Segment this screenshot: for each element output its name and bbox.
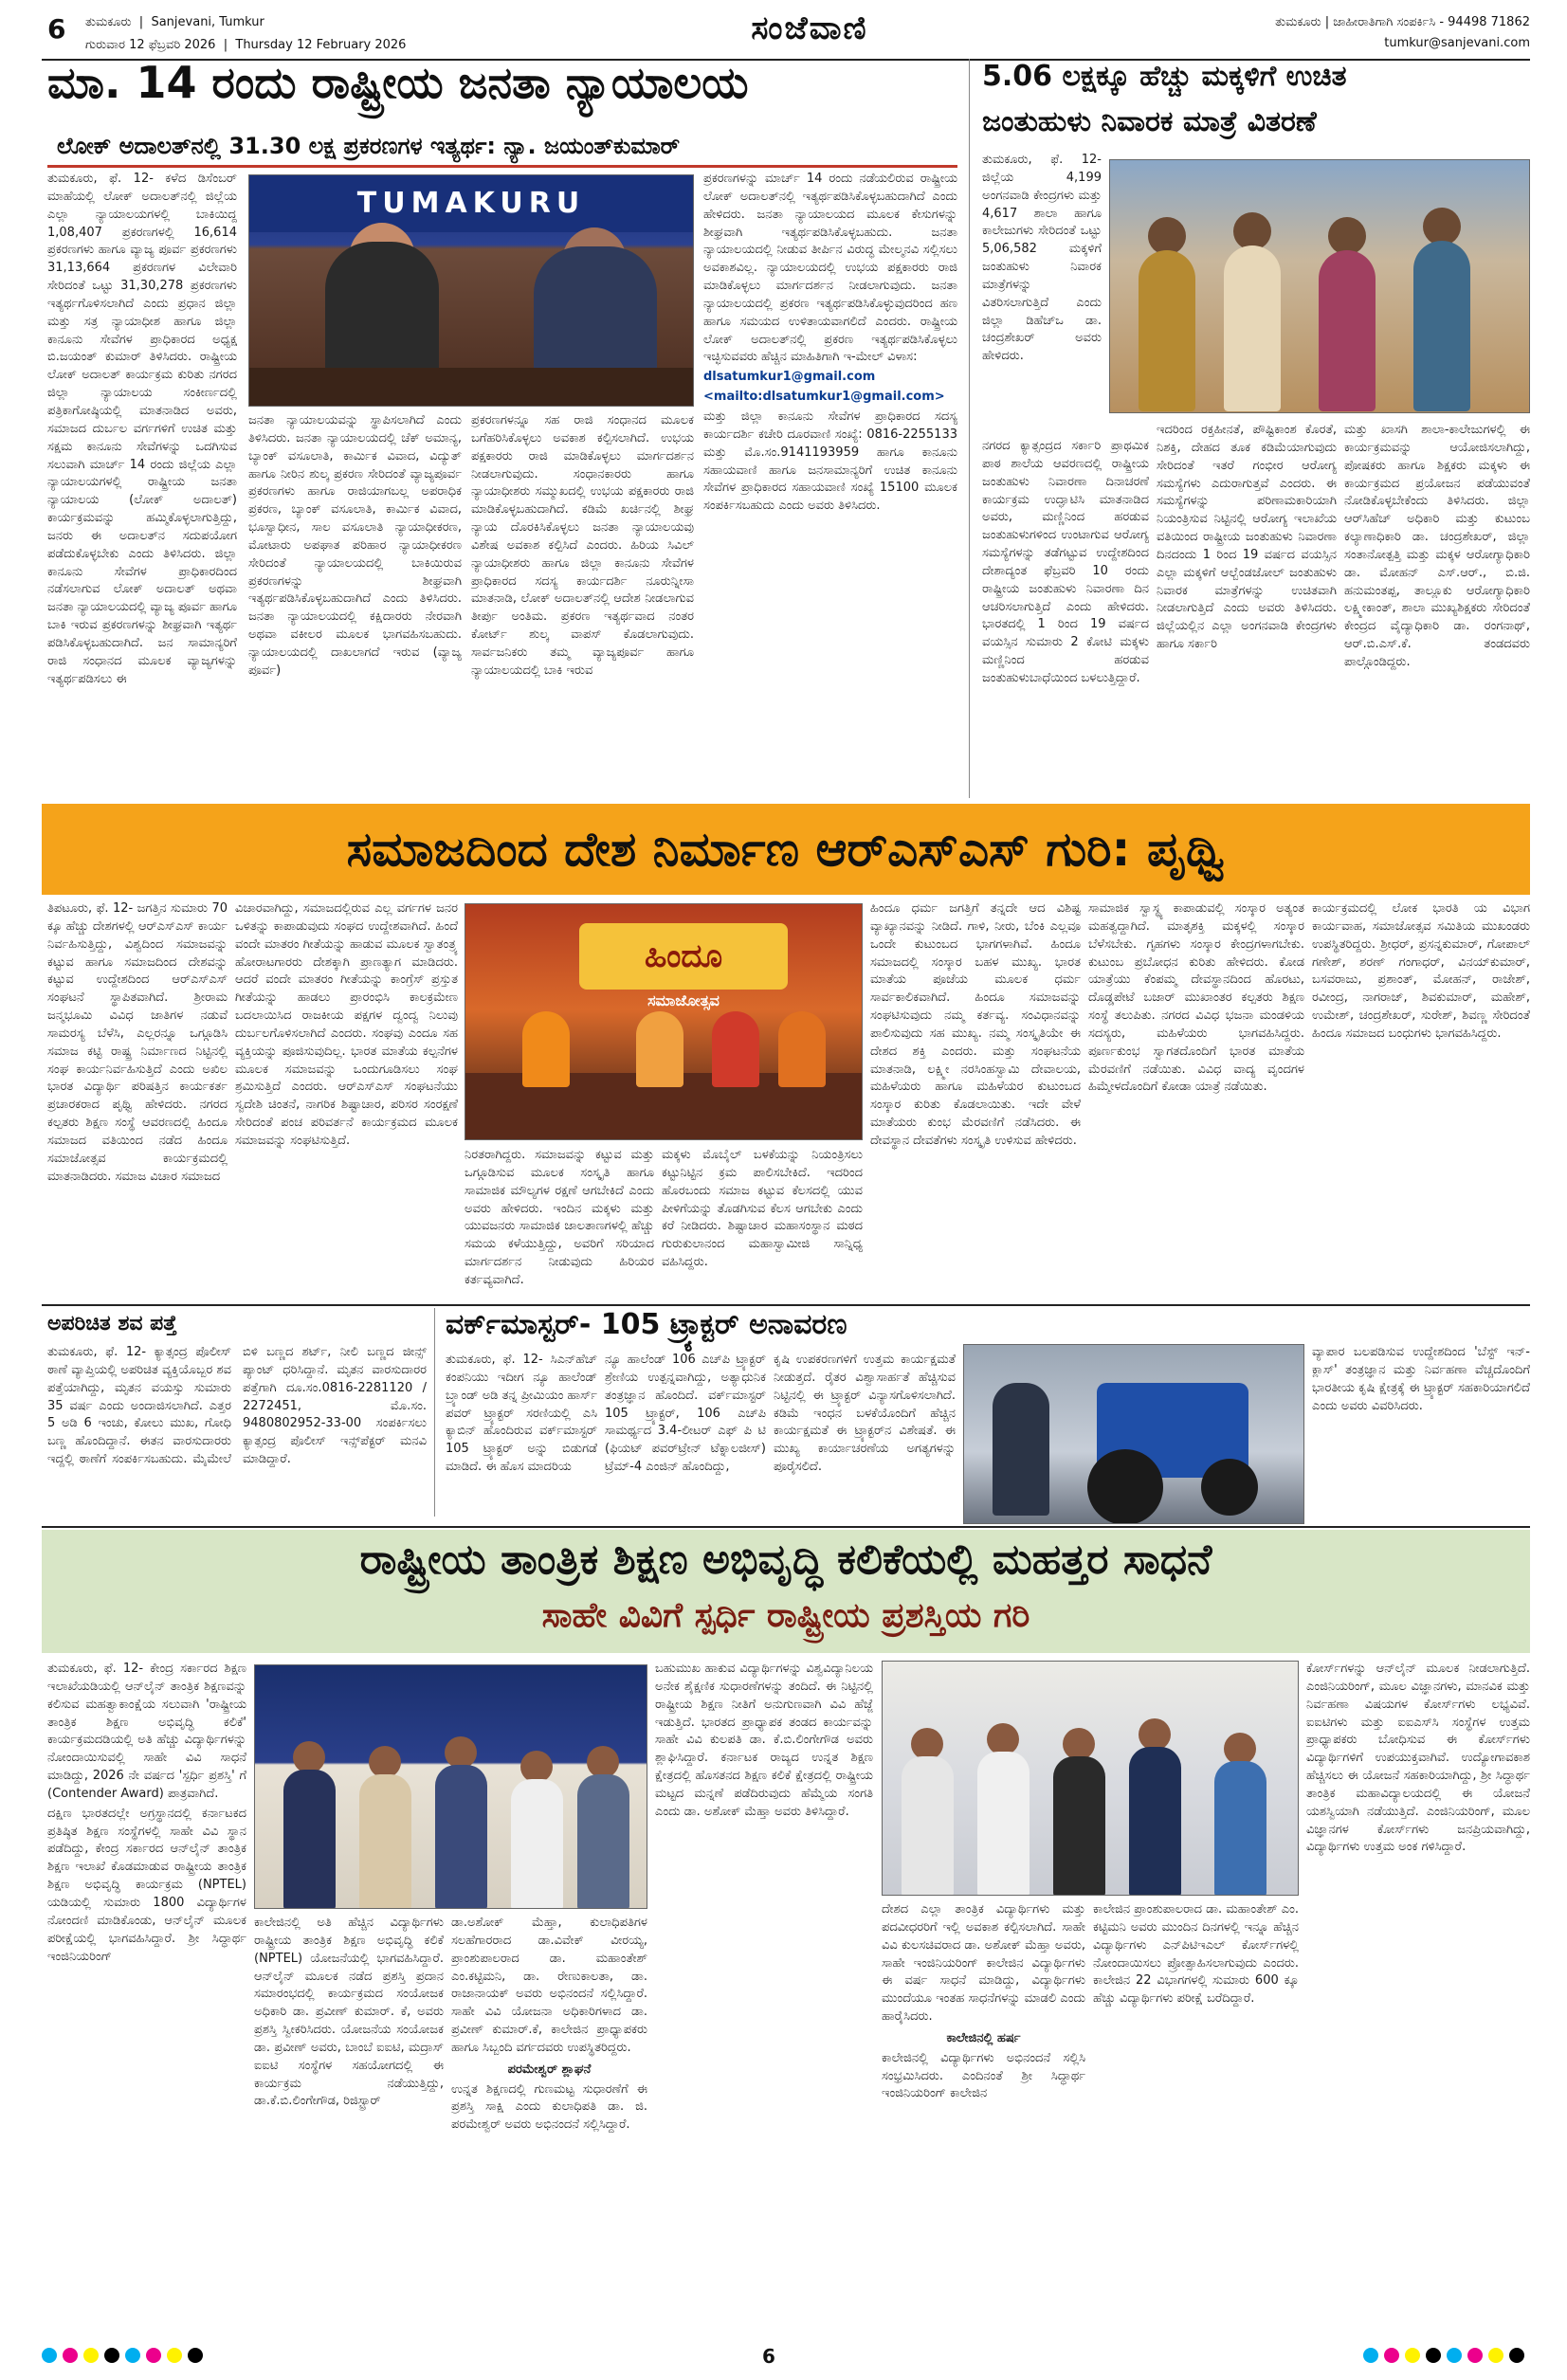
- story3-col7: ಕಾರ್ಯಕ್ರಮದಲ್ಲಿ ಲೋಕ ಭಾರತಿ ಯ ವಿಭಾಗ ಕಾರ್ಯವಾಹ, ಸಮಾಜೋತ್ಸವ ಸಮಿತಿಯ ಮುಖಂಡರು ಉಪಸ್ಥಿತರಿದ್ದರು. ಶ್ರೀಧರ್, ಪ್ರಸನ್ನಕುಮಾರ್, ಗೋಪಾಲ್ ಗಣೇಶ್, ಶರಣ್ ಗಂಗಾಧರ್, ವಿನಯ್‌ಕುಮಾರ್, ಬಸವರಾಜು, ಪ್ರಶಾಂತ್, ಮೋಹನ್, ರಾಜೇಶ್, ರವೀಂದ್ರ, ನಾಗರಾಜ್, ಶಿವಕುಮಾರ್, ಮಹೇಶ್, ಉಮೇಶ್, ಚಂದ್ರಶೇಖರ್, ಸುರೇಶ್, ಶಿವಣ್ಣ ಸೇರಿದಂತೆ ಹಿಂದೂ ಸಮಾಜದ ಬಂಧುಗಳು ಭಾಗವಹಿಸಿದ್ದರು.: [1312, 901, 1530, 1041]
- person: [993, 1383, 1049, 1516]
- story5-photo: [963, 1344, 1304, 1524]
- page-number: 6: [47, 13, 66, 45]
- edition-name: ತುಮಕೂರು: [85, 15, 132, 29]
- story6-col6: ಕಾಲೇಜಿನ ಪ್ರಾಂಶುಪಾಲರಾದ ಡಾ. ಮಹಾಂತೇಶ್ ಎಂ. ಕಟ್ಟಿಮನಿ ಅವರು ಮುಂದಿನ ದಿನಗಳಲ್ಲಿ ಇನ್ನೂ ಹೆಚ್ಚಿನ ವಿದ್ಯಾರ್ಥಿಗಳು ಎನ್‌ಪಿಟಿಇಎಲ್ ಕೋರ್ಸ್‌ಗಳಲ್ಲಿ ನೋಂದಾಯಿಸಲು ಪ್ರೋತ್ಸಾಹಿಸಲಾಗುವುದು ಎಂದರು. ಕಾಲೇಜಿನ 22 ವಿಭಾಗಗಳಲ್ಲಿ ಸುಮಾರು 600 ಕ್ಕೂ ಹೆಚ್ಚು ವಿದ್ಯಾರ್ಥಿಗಳು ಪರೀಕ್ಷೆ ಬರೆದಿದ್ದಾರೆ.: [1093, 1902, 1299, 2007]
- desk: [249, 368, 693, 406]
- story6-headline: ರಾಷ್ಟ್ರೀಯ ತಾಂತ್ರಿಕ ಶಿಕ್ಷಣ ಅಭಿವೃದ್ಧಿ ಕಲಿಕೆಯಲ್ಲಿ ಮಹತ್ತರ ಸಾಧನೆ: [359, 1535, 1212, 1584]
- story5-title: ವರ್ಕ್‌ಮಾಸ್ಟರ್- 105 ಟ್ರ್ಯಾಕ್ಟರ್ ಅನಾವರಣ: [446, 1308, 847, 1341]
- story6-col5: ದೇಶದ ಎಲ್ಲಾ ತಾಂತ್ರಿಕ ವಿದ್ಯಾರ್ಥಿಗಳು ಮತ್ತು ಪದವೀಧರರಿಗೆ ಇಲ್ಲಿ ಅವಕಾಶ ಕಲ್ಪಿಸಲಾಗಿದೆ. ಸಾಹೇ ವಿವಿ ಕುಲಸಚಿವರಾದ ಡಾ. ಅಶೋಕ್ ಮೆಹ್ತಾ ಅವರು, ಸಾಹೇ ಇಂಜಿನಿಯರಿಂಗ್ ಕಾಲೇಜಿನ ವಿದ್ಯಾರ್ಥಿಗಳು ಈ ವರ್ಷ ಸಾಧನೆ ಮಾಡಿದ್ದು, ವಿದ್ಯಾರ್ಥಿಗಳು ಮುಂದೆಯೂ ಇಂತಹ ಸಾಧನೆಗಳನ್ನು ಮಾಡಲಿ ಎಂದು ಹಾರೈಸಿದರು. ಕಾಲೇಜಿನಲ್ಲಿ ಹರ್ಷ ಕಾಲೇಜಿನಲ್ಲಿ ವಿದ್ಯಾರ್ಥಿಗಳು ಅಭಿನಂದನೆ ಸಲ್ಲಿಸಿ ಸಂಭ್ರಮಿಸಿದರು. ಎಂದಿನಂತೆ ಶ್ರೀ ಸಿದ್ಧಾರ್ಥ ಇಂಜಿನಿಯರಿಂಗ್ ಕಾಲೇಜಿನ: [882, 1902, 1085, 2101]
- story6-col1: ತುಮಕೂರು, ಫೆ. 12- ಕೇಂದ್ರ ಸರ್ಕಾರದ ಶಿಕ್ಷಣ ಇಲಾಖೆಯಡಿಯಲ್ಲಿ ಆನ್‌ಲೈನ್ ತಾಂತ್ರಿಕ ಶಿಕ್ಷಣವನ್ನು ಕಲಿಸುವ ಮಹತ್ವಾಕಾಂಕ್ಷೆಯ ಸಲುವಾಗಿ 'ರಾಷ್ಟ್ರೀಯ ತಾಂತ್ರಿಕ ಶಿಕ್ಷಣ ಅಭಿವೃದ್ಧಿ ಕಲಿಕೆ' ಕಾರ್ಯಕ್ರಮದಡಿಯಲ್ಲಿ ಅತಿ ಹೆಚ್ಚು ವಿದ್ಯಾರ್ಥಿಗಳನ್ನು ನೋಂದಾಯಿಸುವಲ್ಲಿ ಸಾಹೇ ವಿವಿ ಸಾಧನೆ ಮಾಡಿದ್ದು, 2026 ನೇ ವರ್ಷದ 'ಸ್ಪರ್ಧಿ ಪ್ರಶಸ್ತಿ' ಗೆ (Contender Award) ಪಾತ್ರವಾಗಿದೆ. ದಕ್ಷಿಣ ಭಾರತದಲ್ಲೇ ಅಗ್ರಸ್ಥಾನದಲ್ಲಿ ಕರ್ನಾಟಕದ ಪ್ರತಿಷ್ಠಿತ ಶಿಕ್ಷಣ ಸಂಸ್ಥೆಗಳಲ್ಲಿ ಸಾಹೇ ವಿವಿ ಸ್ಥಾನ ಪಡೆದಿದ್ದು, ಕೇಂದ್ರ ಸರ್ಕಾರದ ಆನ್‌ಲೈನ್ ತಾಂತ್ರಿಕ ಶಿಕ್ಷಣ ಇಲಾಖೆ ಕೊಡಮಾಡುವ ರಾಷ್ಟ್ರೀಯ ತಾಂತ್ರಿಕ ಶಿಕ್ಷಣ ಅಭಿವೃದ್ಧಿ ಕಾರ್ಯಕ್ರಮ (NPTEL) ಯಡಿಯಲ್ಲಿ ಸುಮಾರು 1800 ವಿದ್ಯಾರ್ಥಿಗಳ ನೋಂದಣಿ ಮಾಡಿಕೊಂಡು, ಆನ್‌ಲೈನ್ ಮೂಲಕ ಪರೀಕ್ಷೆಯಲ್ಲಿ ಭಾಗವಹಿಸಿದ್ದಾರೆ. ಶ್ರೀ ಸಿದ್ಧಾರ್ಥ ಇಂಜಿನಿಯರಿಂಗ್: [47, 1662, 246, 1964]
- footer-page-number: 6: [762, 2345, 775, 2368]
- photo-banner-text: TUMAKURU: [249, 175, 693, 232]
- tractor-wheel: [1087, 1449, 1163, 1524]
- story1-photo: [248, 174, 694, 407]
- story1-col3: ಪ್ರಕರಣಗಳನ್ನೂ ಸಹ ರಾಜಿ ಸಂಧಾನದ ಮೂಲಕ ಬಗೆಹರಿಸಿಕೊಳ್ಳಲು ಅವಕಾಶ ಕಲ್ಪಿಸಲಾಗಿದೆ. ಉಭಯ ಪಕ್ಷಕಾರರು ರಾಜಿ ಮಾಡಿಕೊಳ್ಳಲು ಮಾರ್ಗದರ್ಶನ ನೀಡಲಾಗುವುದು. ಸಂಧಾನಕಾರರು ಹಾಗೂ ನ್ಯಾಯಾಧೀಶರು ಸಮ್ಮುಖದಲ್ಲಿ ಉಭಯ ಪಕ್ಷಕಾರರು ರಾಜಿ ಮಾಡಿಕೊಳ್ಳಬಹುದಾಗಿದೆ. ಕಡಿಮೆ ಖರ್ಚಿನಲ್ಲಿ ಶೀಘ್ರ ನ್ಯಾಯ ದೊರಕಿಸಿಕೊಳ್ಳಲು ಜನತಾ ನ್ಯಾಯಾಲಯವು ವಿಶೇಷ ಅವಕಾಶ ಕಲ್ಪಿಸಿದೆ ಎಂದರು. ಹಿರಿಯ ಸಿವಿಲ್ ನ್ಯಾಯಾಧೀಶರು ಹಾಗೂ ಜಿಲ್ಲಾ ಕಾನೂನು ಸೇವೆಗಳ ಪ್ರಾಧಿಕಾರದ ಸದಸ್ಯ ಕಾರ್ಯದರ್ಶಿ ನೂರುನ್ನೀಸಾ ಮಾತನಾಡಿ, ಲೋಕ್ ಅದಾಲತ್‌ನಲ್ಲಿ ಆದೇಶ ನೀಡಲಾಗುವ ತೀರ್ಪು ಅಂತಿಮ. ಪ್ರಕರಣ ಇತ್ಯರ್ಥವಾದ ನಂತರ ಕೋರ್ಟ್ ಶುಲ್ಕ ವಾಪಸ್ ಕೊಡಲಾಗುವುದು. ಸಾರ್ವಜನಿಕರು ತಮ್ಮ ವ್ಯಾಜ್ಯಪೂರ್ವ ಹಾಗೂ ನ್ಯಾಯಾಲಯದಲ್ಲಿ ಬಾಕಿ ಇರುವ: [471, 413, 694, 678]
- story3-col3: ನಿರತರಾಗಿದ್ದರು. ಸಮಾಜವನ್ನು ಕಟ್ಟುವ ಮತ್ತು ಒಗ್ಗೂಡಿಸುವ ಮೂಲಕ ಸಂಸ್ಕೃತಿ ಹಾಗೂ ಸಾಮಾಜಿಕ ಮೌಲ್ಯಗಳ ರಕ್ಷಣೆ ಆಗಬೇಕಿದೆ ಎಂದು ಅವರು ಹೇಳಿದರು. ಇಂದಿನ ಮಕ್ಕಳು ಮತ್ತು ಯುವಜನರು ಸಾಮಾಜಿಕ ಜಾಲತಾಣಗಳಲ್ಲಿ ಹೆಚ್ಚು ಸಮಯ ಕಳೆಯುತ್ತಿದ್ದು, ಅವರಿಗೆ ಸರಿಯಾದ ಮಾರ್ಗದರ್ಶನ ನೀಡುವುದು ಹಿರಿಯರ ಕರ್ತವ್ಯವಾಗಿದೆ.: [465, 1148, 654, 1287]
- story2-photo: [1109, 159, 1530, 413]
- color-registration-dots: [42, 2348, 209, 2367]
- story6-photo-2: [882, 1661, 1299, 1896]
- page-header: 6 ತುಮಕೂರು | Sanjevani, Tumkur ಗುರುವಾರ 12 ಫೆಬ್ರವರಿ 2026 | Thursday 12 February 2026 ಸಂಜೆವಾಣಿ ತುಮಕೂರು | ಜಾಹೀರಾತಿಗಾಗಿ ಸಂಪರ್ಕಿಸಿ - 94498 71862 tumkur@sanjevani.com: [42, 9, 1530, 59]
- story6-subhead: ಸಾಹೇ ವಿವಿಗೆ ಸ್ಪರ್ಧಿ ರಾಷ್ಟ್ರೀಯ ಪ್ರಶಸ್ತಿಯ ಗರಿ: [541, 1596, 1030, 1635]
- column-divider: [969, 59, 970, 798]
- story6-col3: ಡಾ.ಅಶೋಕ್ ಮೆಹ್ತಾ, ಕುಲಾಧಿಪತಿಗಳ ಸಲಹೆಗಾರರಾದ ಡಾ.ವಿವೇಕ್ ವೀರಯ್ಯ, ಪ್ರಾಂಶುಪಾಲರಾದ ಡಾ. ಮಹಾಂತೇಶ್ ಎಂ.ಕಟ್ಟಿಮನಿ, ಡಾ. ರೇಣುಕಾಲತಾ, ಡಾ. ರಾಜಾನಾಯಕ್ ಅವರು ಅಭಿನಂದನೆ ಸಲ್ಲಿಸಿದ್ದಾರೆ. ಸಾಹೇ ವಿವಿ ಯೋಜನಾ ಅಧಿಕಾರಿಗಳಾದ ಡಾ. ಪ್ರವೀಣ್ ಕುಮಾರ್.ಕೆ, ಕಾಲೇಜಿನ ಪ್ರಾಧ್ಯಾಪಕರು ಹಾಗೂ ಸಿಬ್ಬಂದಿ ವರ್ಗದವರು ಉಪಸ್ಥಿತರಿದ್ದರು. ಪರಮೇಶ್ವರ್ ಶ್ಲಾಘನೆ ಉನ್ನತ ಶಿಕ್ಷಣದಲ್ಲಿ ಗುಣಮಟ್ಟ ಸುಧಾರಣೆಗೆ ಈ ಪ್ರಶಸ್ತಿ ಸಾಕ್ಷಿ ಎಂದು ಕುಲಾಧಿಪತಿ ಡಾ. ಜಿ. ಪರಮೇಶ್ವರ್ ಅವರು ಅಭಿನಂದನೆ ಸಲ್ಲಿಸಿದ್ದಾರೆ.: [451, 1916, 647, 2133]
- column-divider: [434, 1308, 435, 1517]
- story6-col2: ಕಾಲೇಜಿನಲ್ಲಿ ಅತಿ ಹೆಚ್ಚಿನ ವಿದ್ಯಾರ್ಥಿಗಳು ರಾಷ್ಟ್ರೀಯ ತಾಂತ್ರಿಕ ಶಿಕ್ಷಣ ಅಭಿವೃದ್ಧಿ ಕಲಿಕೆ (NPTEL) ಯೋಜನೆಯಲ್ಲಿ ಭಾಗವಹಿಸಿದ್ದಾರೆ. ಆನ್‌ಲೈನ್ ಮೂಲಕ ನಡೆದ ಪ್ರಶಸ್ತಿ ಪ್ರದಾನ ಸಮಾರಂಭದಲ್ಲಿ ಕಾರ್ಯಕ್ರಮದ ಸಂಯೋಜಕ ಅಧಿಕಾರಿ ಡಾ. ಪ್ರವೀಣ್ ಕುಮಾರ್. ಕೆ, ಅವರು ಪ್ರಶಸ್ತಿ ಸ್ವೀಕರಿಸಿದರು. ಯೋಜನೆಯ ಸಂಯೋಜಕ ಡಾ. ಪ್ರವೀಣ್ ಅವರು, ಬಾಂಬೆ ಐಐಟಿ, ಮದ್ರಾಸ್ ಐಐಟಿ ಸಂಸ್ಥೆಗಳ ಸಹಯೋಗದಲ್ಲಿ ಈ ಕಾರ್ಯಕ್ರಮ ನಡೆಯುತ್ತಿದ್ದು, ಡಾ.ಕೆ.ಬಿ.ಲಿಂಗೇಗೌಡ, ರಿಜಿಸ್ಟ್ರಾರ್: [254, 1916, 444, 2109]
- tractor-wheel: [1201, 1459, 1258, 1516]
- small-subhead: ಪರಮೇಶ್ವರ್ ಶ್ಲಾಘನೆ: [507, 2062, 592, 2077]
- section-divider: [42, 1526, 1530, 1528]
- email-link[interactable]: dlsatumkur1@gmail.com: [703, 370, 876, 385]
- story6-col4: ಬಹುಮುಖ ಹಾಕುವ ವಿದ್ಯಾರ್ಥಿಗಳನ್ನು ವಿಶ್ವವಿದ್ಯಾನಿಲಯ ಅನೇಕ ಶೈಕ್ಷಣಿಕ ಸುಧಾರಣೆಗಳನ್ನು ತಂದಿದೆ. ಈ ನಿಟ್ಟಿನಲ್ಲಿ ರಾಷ್ಟ್ರೀಯ ಶಿಕ್ಷಣ ನೀತಿಗೆ ಅನುಗುಣವಾಗಿ ವಿವಿ ಹೆಜ್ಜೆ ಇಡುತ್ತಿದೆ. ಭಾರತದ ಪ್ರಾಧ್ಯಾಪಕ ತಂಡದ ಕಾರ್ಯವನ್ನು ಸಾಹೇ ವಿವಿ ಕುಲಪತಿ ಡಾ. ಕೆ.ಬಿ.ಲಿಂಗೇಗೌಡ ಅವರು ಶ್ಲಾಘಿಸಿದ್ದಾರೆ. ಕರ್ನಾಟಕ ರಾಜ್ಯದ ಉನ್ನತ ಶಿಕ್ಷಣ ಕ್ಷೇತ್ರದಲ್ಲಿ ಹೊಸತನದ ಶಿಕ್ಷಣ ಕಲಿಕೆ ಕ್ಷೇತ್ರದಲ್ಲಿ ರಾಷ್ಟ್ರೀಯ ಮಟ್ಟದ ಮನ್ನಣೆ ಪಡೆದಿರುವುದು ಹೆಮ್ಮೆಯ ಸಂಗತಿ ಎಂದು ಡಾ. ಅಶೋಕ್ ಮೆಹ್ತಾ ಅವರು ತಿಳಿಸಿದ್ದಾರೆ.: [655, 1662, 873, 1819]
- story4-title: ಅಪರಿಚಿತ ಶವ ಪತ್ತೆ: [47, 1312, 177, 1335]
- page-footer: [42, 2341, 1530, 2370]
- story4-text: ತುಮಕೂರು, ಫೆ. 12- ಕ್ಯಾತ್ಸಂದ್ರ ಪೊಲೀಸ್ ಠಾಣೆ ವ್ಯಾಪ್ತಿಯಲ್ಲಿ ಅಪರಿಚಿತ ವ್ಯಕ್ತಿಯೊಬ್ಬರ ಶವ ಪತ್ತೆಯಾಗಿದ್ದು, ಮೃತನ ವಯಸ್ಸು ಸುಮಾರು 35 ವರ್ಷ ಎಂದು ಅಂದಾಜಿಸಲಾಗಿದೆ. ಎತ್ತರ 5 ಅಡಿ 6 ಇಂಚು, ಕೋಲು ಮುಖ, ಗೋಧಿ ಬಣ್ಣ ಹೊಂದಿದ್ದಾನೆ. ಈತನ ವಾರಸುದಾರರು ಇದ್ದಲ್ಲಿ ಠಾಣೆಗೆ ಸಂಪರ್ಕಿಸಬಹುದು. ಮೈಮೇಲೆ ಬಿಳಿ ಬಣ್ಣದ ಶರ್ಟ್, ನೀಲಿ ಬಣ್ಣದ ಜೀನ್ಸ್ ಪ್ಯಾಂಟ್ ಧರಿಸಿದ್ದಾನೆ. ಮೃತನ ವಾರಸುದಾರರ ಪತ್ತೆಗಾಗಿ ದೂ.ಸಂ.0816-2281120 / 2272451, ಮೊ.ಸಂ. 9480802952-33-00 ಸಂಪರ್ಕಿಸಲು ಕ್ಯಾತ್ಸಂದ್ರ ಪೊಲೀಸ್ ಇನ್ಸ್‌ಪೆಕ್ಟರ್ ಮನವಿ ಮಾಡಿದ್ದಾರೆ.: [47, 1345, 427, 1467]
- story1-subhead: ಲೋಕ್ ಅದಾಲತ್‌ನಲ್ಲಿ 31.30 ಲಕ್ಷ ಪ್ರಕರಣಗಳ ಇತ್ಯರ್ಥ: ನ್ಯಾ. ಜಯಂತ್‌ಕುಮಾರ್: [57, 133, 681, 159]
- story3-photo: [465, 903, 863, 1140]
- story3-col5: ಹಿಂದೂ ಧರ್ಮ ಜಗತ್ತಿಗೆ ತನ್ನದೇ ಆದ ವಿಶಿಷ್ಟ ವ್ಯಾಖ್ಯಾನವನ್ನು ನೀಡಿದೆ. ಗಾಳಿ, ನೀರು, ಬೆಂಕಿ ಎಲ್ಲವೂ ಒಂದೇ ಕುಟುಂಬದ ಭಾಗಗಳಾಗಿವೆ. ಹಿಂದೂ ಸಮಾಜದಲ್ಲಿ ಸಂಸ್ಕಾರ ಬಹಳ ಮುಖ್ಯ. ಭಾರತ ಮಾತೆಯ ಪೂಜೆಯ ಮೂಲಕ ಧರ್ಮ ಸಾರ್ವಕಾಲಿಕವಾಗಿದೆ. ಹಿಂದೂ ಸಮಾಜವನ್ನು ಸಂಘಟಿಸುವುದು ನಮ್ಮ ಕರ್ತವ್ಯ. ಸಂವಿಧಾನವನ್ನು ಪಾಲಿಸುವುದು ಸಹ ಮುಖ್ಯ. ನಮ್ಮ ಸಂಸ್ಕೃತಿಯೇ ಈ ದೇಶದ ಶಕ್ತಿ ಎಂದರು. ಮತ್ತು ಸಂಘಟನೆಯ ಮಾತನಾಡಿ, ಲಕ್ಷ್ಮೀ ನರಸಿಂಹಸ್ವಾಮಿ ದೇವಾಲಯ, ಮಹಿಳೆಯರು ಹಾಗೂ ಮಹಿಳೆಯರ ಕುಟುಂಬದ ಸಂಸ್ಕಾರ ಕುರಿತು ಕೊಡಲಾಯಿತು. ಇದೇ ವೇಳೆ ಮಾತೆಯರು ಕುಂಭ ಮೆರವಣಿಗೆ ನಡೆಸಿದರು. ಈ ದೇವಸ್ಥಾನ ದೇವತೆಗಳು ಸಂಸ್ಕೃತಿ ಉಳಿಸುವ ಹೇಳಿದರು.: [870, 901, 1081, 1148]
- story2-headline-1: 5.06 ಲಕ್ಷಕ್ಕೂ ಹೆಚ್ಚು ಮಕ್ಕಳಿಗೆ ಉಚಿತ: [982, 60, 1347, 93]
- small-subhead-2: ಕಾಲೇಜಿನಲ್ಲಿ ಹರ್ಷ: [946, 2030, 1021, 2045]
- story3-col2: ವಿಚಾರವಾಗಿದ್ದು, ಸಮಾಜದಲ್ಲಿರುವ ಎಲ್ಲ ವರ್ಗಗಳ ಜನರ ಒಳಿತನ್ನು ಕಾಪಾಡುವುದು ಸಂಘದ ಉದ್ದೇಶವಾಗಿದೆ. ಹಿಂದೆ ವಂದೇ ಮಾತರಂ ಗೀತೆಯನ್ನು ಹಾಡುವ ಮೂಲಕ ಸ್ವಾತಂತ್ರ್ಯ ಹೋರಾಟಗಾರರು ದೇಶಕ್ಕಾಗಿ ಪ್ರಾಣತ್ಯಾಗ ಮಾಡಿದರು. ಆದರೆ ವಂದೇ ಮಾತರಂ ಗೀತೆಯನ್ನು ಕಾಂಗ್ರೆಸ್ ಪ್ರಸ್ತುತ ಗೀತೆಯನ್ನು ಹಾಡಲು ಪ್ರಾರಂಭಿಸಿ ಕಾಲಕ್ರಮೇಣ ಬದಲಾಯಿಸಿದ ರಾಜಕೀಯ ಪಕ್ಷಗಳ ದ್ವಂದ್ವ ನಿಲುವು ದುರ್ಬಲಗೊಳಿಸಲಾಗಿದೆ ಎಂದರು. ಸಂಘವು ಎಂದೂ ಸಹ ವ್ಯಕ್ತಿಯನ್ನು ಪೂಜಿಸುವುದಿಲ್ಲ. ಭಾರತ ಮಾತೆಯ ಕಲ್ಪನೆಗಳ ಮೂಲಕ ಸಮಾಜವನ್ನು ಒಂದುಗೂಡಿಸಲು ಸಂಘ ಶ್ರಮಿಸುತ್ತಿದೆ ಎಂದರು. ಆರ್‌ಎಸ್‌ಎಸ್ ಸಂಘಟನೆಯು ಸ್ವದೇಶಿ ಚಿಂತನೆ, ನಾಗರಿಕ ಶಿಷ್ಟಾಚಾರ, ಪರಿಸರ ಸಂರಕ್ಷಣೆ ಸೇರಿದಂತೆ ಪಂಚ ಪರಿವರ್ತನೆ ಕಾರ್ಯಕ್ರಮದ ಮೂಲಕ ಸಮಾಜವನ್ನು ಸಂಘಟಿಸುತ್ತಿದೆ.: [235, 901, 458, 1148]
- date-english: Thursday 12 February 2026: [235, 38, 407, 52]
- story3-col4: ಮಕ್ಕಳು ಮೊಬೈಲ್ ಬಳಕೆಯನ್ನು ನಿಯಂತ್ರಿಸಲು ಕಟ್ಟುನಿಟ್ಟಿನ ಕ್ರಮ ಪಾಲಿಸಬೇಕಿದೆ. ಇದರಿಂದ ಹೊರಬಂದು ಸಮಾಜ ಕಟ್ಟುವ ಕೆಲಸದಲ್ಲಿ ಯುವ ಪೀಳಿಗೆಯನ್ನು ತೊಡಗಿಸುವ ಕೆಲಸ ಆಗಬೇಕು ಎಂದು ಕರೆ ನೀಡಿದರು. ಶಿಷ್ಟಾಚಾರ ಮಹಾಸಂಸ್ಥಾನ ಮಠದ ಗುರುಕುಲಾನಂದ ಮಹಾಸ್ವಾಮೀಜಿ ಸಾನ್ನಿಧ್ಯ ವಹಿಸಿದ್ದರು.: [662, 1148, 863, 1270]
- story3-col1: ತಿಪಟೂರು, ಫೆ. 12- ಜಗತ್ತಿನ ಸುಮಾರು 70 ಕ್ಕೂ ಹೆಚ್ಚು ದೇಶಗಳಲ್ಲಿ ಆರ್‌ಎಸ್‌ಎಸ್ ಕಾರ್ಯ ನಿರ್ವಹಿಸುತ್ತಿದ್ದು, ವಿಶ್ವದಿಂದ ಸಮಾಜವನ್ನು ಕಟ್ಟುವ ಹಾಗೂ ಸಮಾಜದಿಂದ ದೇಶವನ್ನು ಕಟ್ಟುವ ಉದ್ದೇಶದಿಂದ ಆರ್‌ಎಸ್‌ಎಸ್ ಸಂಘಟನೆ ಸ್ಥಾಪಿತವಾಗಿದೆ. ಶ್ರೀರಾಮ ಜನ್ಮಭೂಮಿ ವಿವಿಧ ಜಾತಿಗಳ ನಡುವೆ ಸಾಮರಸ್ಯ ಬೆಳೆಸಿ, ಎಲ್ಲರನ್ನೂ ಒಗ್ಗೂಡಿಸಿ ಸಮಾಜ ಕಟ್ಟಿ ರಾಷ್ಟ್ರ ನಿರ್ಮಾಣದ ನಿಟ್ಟಿನಲ್ಲಿ ಸಂಘ ಕಾರ್ಯನಿರ್ವಹಿಸುತ್ತಿದೆ ಎಂದು ಅಖಿಲ ಭಾರತ ವಿದ್ಯಾರ್ಥಿ ಪರಿಷತ್ತಿನ ಕಾರ್ಯಕರ್ತ ಪ್ರಚಾರಕರಾದ ಪೃಥ್ವಿ ಹೇಳಿದರು. ನಗರದ ಕಲ್ಪತರು ಶಿಕ್ಷಣ ಸಂಸ್ಥೆ ಆವರಣದಲ್ಲಿ ಹಿಂದೂ ಸಮಾಜದ ವತಿಯಿಂದ ನಡೆದ ಹಿಂದೂ ಸಮಾಜೋತ್ಸವ ಕಾರ್ಯಕ್ರಮದಲ್ಲಿ ಮಾತನಾಡಿದರು. ಸಮಾಜ ವಿಚಾರ ಸಮಾಜದ: [47, 901, 228, 1184]
- story5-col1: ತುಮಕೂರು, ಫೆ. 12- ಸಿಎನ್‌ಹೆಚ್ ಕಂಪನಿಯು ಇದೀಗ ನ್ಯೂ ಹಾಲೆಂಡ್ ಬ್ರ್ಯಾಂಡ್ ಅಡಿ ತನ್ನ ಪ್ರೀಮಿಯಂ ಹಾರ್ಸ್ ಪವರ್ ಟ್ರ್ಯಾಕ್ಟರ್ ಸರಣಿಯಲ್ಲಿ ಎಸಿ ಕ್ಯಾಬಿನ್ ಹೊಂದಿರುವ ವರ್ಕ್‌ಮಾಸ್ಟರ್ 105 ಟ್ರ್ಯಾಕ್ಟರ್ ಅನ್ನು ಬಿಡುಗಡೆ ಮಾಡಿದೆ. ಈ ಹೊಸ ಮಾದರಿಯ: [446, 1353, 597, 1475]
- story5-col4: ವ್ಯಾಪಾರ ಬಲಪಡಿಸುವ ಉದ್ದೇಶದಿಂದ 'ಬೆಸ್ಟ್ ಇನ್-ಕ್ಲಾಸ್' ತಂತ್ರಜ್ಞಾನ ಮತ್ತು ನಿರ್ವಹಣಾ ವೆಚ್ಚದೊಂದಿಗೆ ಭಾರತೀಯ ಕೃಷಿ ಕ್ಷೇತ್ರಕ್ಕೆ ಈ ಟ್ರ್ಯಾಕ್ಟರ್ ಸಹಕಾರಿಯಾಗಲಿದೆ ಎಂದು ಅವರು ವಿವರಿಸಿದರು.: [1312, 1345, 1530, 1413]
- story2-col3: ಮತ್ತು ಖಾಸಗಿ ಶಾಲಾ-ಕಾಲೇಜುಗಳಲ್ಲಿ ಈ ಕಾರ್ಯಕ್ರಮವನ್ನು ಆಯೋಜಿಸಲಾಗಿದ್ದು, ಪೋಷಕರು ಹಾಗೂ ಶಿಕ್ಷಕರು ಮಕ್ಕಳು ಈ ಕಾರ್ಯಕ್ರಮದ ಪ್ರಯೋಜನ ಪಡೆಯುವಂತೆ ನೋಡಿಕೊಳ್ಳಬೇಕೆಂದು ತಿಳಿಸಿದರು. ಜಿಲ್ಲಾ ಆರ್‌ಸಿಹೆಚ್ ಅಧಿಕಾರಿ ಮತ್ತು ಕುಟುಂಬ ಕಲ್ಯಾಣಾಧಿಕಾರಿ ಡಾ. ಚಂದ್ರಶೇಖರ್, ಜಿಲ್ಲಾ ಸಂತಾನೋತ್ಪತ್ತಿ ಮತ್ತು ಮಕ್ಕಳ ಆರೋಗ್ಯಾಧಿಕಾರಿ ಡಾ. ಮೋಹನ್ ಎಸ್.ಆರ್., ಬಿ.ಜಿ. ಹನುಮಂತಪ್ಪ, ತಾಲ್ಲೂಕು ಆರೋಗ್ಯಾಧಿಕಾರಿ ಲಕ್ಷ್ಮೀಕಾಂತ್, ಶಾಲಾ ಮುಖ್ಯಶಿಕ್ಷಕರು ಸೇರಿದಂತೆ ಕೇಂದ್ರದ ವೈದ್ಯಾಧಿಕಾರಿ ಡಾ. ರಂಗನಾಥ್, ಆರ್.ಬಿ.ಎಸ್.ಕೆ. ತಂಡದವರು ಪಾಲ್ಗೊಂಡಿದ್ದರು.: [1344, 423, 1530, 669]
- contact-email[interactable]: tumkur@sanjevani.com: [1384, 36, 1530, 50]
- story2-lead: ತುಮಕೂರು, ಫೆ. 12- ಜಿಲ್ಲೆಯ 4,199 ಅಂಗನವಾಡಿ ಕೇಂದ್ರಗಳು ಮತ್ತು 4,617 ಶಾಲಾ ಹಾಗೂ ಕಾಲೇಜುಗಳು ಸೇರಿದಂತೆ ಒಟ್ಟು 5,06,582 ಮಕ್ಕಳಿಗೆ ಜಂತುಹುಳು ನಿವಾರಕ ಮಾತ್ರೆಗಳನ್ನು ವಿತರಿಸಲಾಗುತ್ತಿದೆ ಎಂದು ಜಿಲ್ಲಾ ಡಿಹೆಚ್‌ಒ ಡಾ. ಚಂದ್ರಶೇಖರ್ ಅವರು ಹೇಳಿದರು.: [982, 153, 1102, 364]
- story1-col1: ತುಮಕೂರು, ಫೆ. 12- ಕಳೆದ ಡಿಸೆಂಬರ್ ಮಾಹೆಯಲ್ಲಿ ಲೋಕ್ ಅದಾಲತ್‌ನಲ್ಲಿ ಜಿಲ್ಲೆಯ ಎಲ್ಲಾ ನ್ಯಾಯಾಲಯಗಳಲ್ಲಿ ಬಾಕಿಯಿದ್ದ 1,08,407 ಪ್ರಕರಣಗಳಲ್ಲಿ 16,614 ಪ್ರಕರಣಗಳು ಹಾಗೂ ವ್ಯಾಜ್ಯ ಪೂರ್ವ ಪ್ರಕರಣಗಳು 31,13,664 ಪ್ರಕರಣಗಳ ವಿಲೇವಾರಿ ಸೇರಿದಂತೆ ಒಟ್ಟು 31,30,278 ಪ್ರಕರಣಗಳು ಇತ್ಯರ್ಥಗೊಳಿಸಲಾಗಿದೆ ಎಂದು ಪ್ರಧಾನ ಜಿಲ್ಲಾ ಮತ್ತು ಸತ್ರ ನ್ಯಾಯಾಧೀಶ ಹಾಗೂ ಜಿಲ್ಲಾ ಕಾನೂನು ಸೇವೆಗಳ ಪ್ರಾಧಿಕಾರದ ಅಧ್ಯಕ್ಷ ಬಿ.ಜಯಂತ್ ಕುಮಾರ್ ತಿಳಿಸಿದರು. ರಾಷ್ಟ್ರೀಯ ಲೋಕ್ ಅದಾಲತ್ ಕಾರ್ಯಕ್ರಮ ಕುರಿತು ನಗರದ ಜಿಲ್ಲಾ ನ್ಯಾಯಾಲಯ ಸಂಕೀರ್ಣದಲ್ಲಿ ಪತ್ರಿಕಾಗೋಷ್ಠಿಯಲ್ಲಿ ಮಾತನಾಡಿದ ಅವರು, ಸಮಾಜದ ದುರ್ಬಲ ವರ್ಗಗಳಿಗೆ ಉಚಿತ ಮತ್ತು ಸಕ್ಷಮ ಕಾನೂನು ಸೇವೆಗಳನ್ನು ಒದಗಿಸುವ ಸಲುವಾಗಿ ಮಾರ್ಚ್ 14 ರಂದು ಜಿಲ್ಲೆಯ ಎಲ್ಲಾ ನ್ಯಾಯಾಲಯಗಳಲ್ಲಿ ರಾಷ್ಟ್ರೀಯ ಜನತಾ ನ್ಯಾಯಾಲಯ (ಲೋಕ್ ಅದಾಲತ್) ಕಾರ್ಯಕ್ರಮವನ್ನು ಹಮ್ಮಿಕೊಳ್ಳಲಾಗುತ್ತಿದ್ದು, ಜನರು ಈ ಅದಾಲತ್‌ನ ಸದುಪಯೋಗ ಪಡೆದುಕೊಳ್ಳಬೇಕು ಎಂದು ತಿಳಿಸಿದರು. ಜಿಲ್ಲಾ ಕಾನೂನು ಸೇವೆಗಳ ಪ್ರಾಧಿಕಾರದಿಂದ ನಡೆಸಲಾಗುವ ಲೋಕ್ ಅದಾಲತ್ ಅಥವಾ ಜನತಾ ನ್ಯಾಯಾಲಯದಲ್ಲಿ ವ್ಯಾಜ್ಯ ಪೂರ್ವ ಹಾಗೂ ಬಾಕಿ ಇರುವ ಪ್ರಕರಣಗಳನ್ನು ಶೀಘ್ರವಾಗಿ ಇತ್ಯರ್ಥ ಪಡಿಸಿಕೊಳ್ಳಬಹುದಾಗಿದೆ. ಜನ ಸಾಮಾನ್ಯರಿಗೆ ರಾಜಿ ಸಂಧಾನದ ಮೂಲಕ ವ್ಯಾಜ್ಯಗಳನ್ನು ಇತ್ಯರ್ಥಪಡಿಸಲು ಈ: [47, 172, 237, 686]
- event-banner: ಹಿಂದೂ: [579, 923, 788, 990]
- event-banner-sub: ಸಮಾಜೋತ್ಸವ: [647, 991, 720, 1009]
- story5-col3: ಕೃಷಿ ಉಪಕರಣಗಳಿಗೆ ಉತ್ತಮ ಕಾರ್ಯಕ್ಷಮತೆ ನೀಡುತ್ತದೆ. ರೈತರ ವಿಶ್ವಾಸಾರ್ಹತೆ ಹೆಚ್ಚಿಸುವ ನಿಟ್ಟಿನಲ್ಲಿ ಈ ಟ್ರ್ಯಾಕ್ಟರ್ ವಿನ್ಯಾಸಗೊಳಿಸಲಾಗಿದೆ. ಕಡಿಮೆ ಇಂಧನ ಬಳಕೆಯೊಂದಿಗೆ ಹೆಚ್ಚಿನ ಕಾರ್ಯಕ್ಷಮತೆ ಈ ಟ್ರ್ಯಾಕ್ಟರ್‌ನ ವಿಶೇಷತೆ. ಈ ಮುಖ್ಯ ಕಾರ್ಯಾಚರಣೆಯ ಅಗತ್ಯಗಳನ್ನು ಪೂರೈಸಲಿದೆ.: [774, 1353, 956, 1475]
- story1-underline: [47, 165, 957, 168]
- story6-photo-1: [254, 1664, 647, 1909]
- story1-headline: ಮಾ. 14 ರಂದು ರಾಷ್ಟ್ರೀಯ ಜನತಾ ನ್ಯಾಯಾಲಯ: [47, 57, 749, 108]
- ad-contact: ತುಮಕೂರು | ಜಾಹೀರಾತಿಗಾಗಿ ಸಂಪರ್ಕಿಸಿ - 94498 71862: [1275, 15, 1530, 29]
- masthead-logo: ಸಂಜೆವಾಣಿ: [751, 9, 868, 47]
- story1-col4: ಪ್ರಕರಣಗಳನ್ನು ಮಾರ್ಚ್ 14 ರಂದು ನಡೆಯಲಿರುವ ರಾಷ್ಟ್ರೀಯ ಲೋಕ್ ಅದಾಲತ್‌ನಲ್ಲಿ ಇತ್ಯರ್ಥಪಡಿಸಿಕೊಳ್ಳಬಹುದಾಗಿದೆ ಎಂದು ಹೇಳಿದರು. ಜನತಾ ನ್ಯಾಯಾಲಯದ ಮೂಲಕ ಕೇಸುಗಳನ್ನು ಶೀಘ್ರವಾಗಿ ಇತ್ಯರ್ಥಪಡಿಸಿಕೊಳ್ಳಬಹುದು. ಜನತಾ ನ್ಯಾಯಾಲಯದಲ್ಲಿ ನೀಡುವ ತೀರ್ಪಿನ ವಿರುದ್ಧ ಮೇಲ್ಮನವಿ ಸಲ್ಲಿಸಲು ಅವಕಾಶವಿಲ್ಲ. ನ್ಯಾಯಾಲಯದಲ್ಲಿ ಉಭಯ ಪಕ್ಷಕಾರರು ರಾಜಿ ಮಾಡಿಕೊಳ್ಳಲು ಮಾರ್ಗದರ್ಶನ ನೀಡಲಾಗುವುದು. ಜನತಾ ನ್ಯಾಯಾಲಯದಲ್ಲಿ ಪ್ರಕರಣ ಇತ್ಯರ್ಥಪಡಿಸಿಕೊಳ್ಳುವುದರಿಂದ ಹಣ ಹಾಗೂ ಸಮಯದ ಉಳಿತಾಯವಾಗಲಿದೆ ಎಂದರು. ರಾಷ್ಟ್ರೀಯ ಲೋಕ್ ಅದಾಲತ್‌ನಲ್ಲಿ ಪ್ರಕರಣ ಇತ್ಯರ್ಥಪಡಿಸಿಕೊಳ್ಳಲು ಇಚ್ಛಿಸುವವರು ಹೆಚ್ಚಿನ ಮಾಹಿತಿಗಾಗಿ ಇ-ಮೇಲ್ ವಿಳಾಸ: dlsatumkur1@gmail.com <mailto:dlsatumkur1@gmail.com> ಮತ್ತು ಜಿಲ್ಲಾ ಕಾನೂನು ಸೇವೆಗಳ ಪ್ರಾಧಿಕಾರದ ಸದಸ್ಯ ಕಾರ್ಯದರ್ಶಿ ಕಚೇರಿ ದೂರವಾಣಿ ಸಂಖ್ಯೆ: 0816-2255133 ಮತ್ತು ಮೊ.ಸಂ.9141193959 ಹಾಗೂ ಕಾನೂನು ಸಹಾಯವಾಣಿ ಹಾಗೂ ಜನಸಾಮಾನ್ಯರಿಗೆ ಉಚಿತ ಕಾನೂನು ಸೇವೆಗಳ ಪ್ರಾಧಿಕಾರದ ಸಹಾಯವಾಣಿ ಸಂಖ್ಯೆ 15100 ಮೂಲಕ ಸಂಪರ್ಕಿಸಬಹುದು ಎಂದು ಅವರು ತಿಳಿಸಿದರು.: [703, 172, 957, 514]
- story2-headline-2: ಜಂತುಹುಳು ನಿವಾರಕ ಮಾತ್ರೆ ವಿತರಣೆ: [982, 105, 1317, 138]
- story5-col2: ನ್ಯೂ ಹಾಲೆಂಡ್ 106 ಎಚ್‌ಪಿ ಟ್ರ್ಯಾಕ್ಟರ್ ಶ್ರೇಣಿಯ ಉತ್ಪನ್ನವಾಗಿದ್ದು, ಅತ್ಯಾಧುನಿಕ ತಂತ್ರಜ್ಞಾನ ಹೊಂದಿದೆ. ವರ್ಕ್‌ಮಾಸ್ಟರ್ 105 ಟ್ರ್ಯಾಕ್ಟರ್, 106 ಎಚ್‌ಪಿ ಸಾಮರ್ಥ್ಯದ 3.4-ಲೀಟರ್ ಎಫ್ ಪಿ ಟಿ (ಫಿಯಟ್ ಪವರ್‌ಟ್ರೇನ್ ಟೆಕ್ನಾಲಜೀಸ್) ಟ್ರೆಮ್-4 ಎಂಜಿನ್ ಹೊಂದಿದ್ದು,: [605, 1353, 766, 1475]
- story2-col1: ನಗರದ ಕ್ಯಾತ್ಸಂದ್ರದ ಸರ್ಕಾರಿ ಪ್ರಾಥಮಿಕ ಪಾಠ ಶಾಲೆಯ ಆವರಣದಲ್ಲಿ ರಾಷ್ಟ್ರೀಯ ಜಂತುಹುಳು ನಿವಾರಣಾ ದಿನಾಚರಣೆ ಕಾರ್ಯಕ್ರಮ ಉದ್ಘಾಟಿಸಿ ಮಾತನಾಡಿದ ಅವರು, ಮಣ್ಣಿನಿಂದ ಹರಡುವ ಜಂತುಹುಳುಗಳಿಂದ ಉಂಟಾಗುವ ಆರೋಗ್ಯ ಸಮಸ್ಯೆಗಳನ್ನು ತಡೆಗಟ್ಟುವ ಉದ್ದೇಶದಿಂದ ದೇಶಾದ್ಯಂತ ಫೆಬ್ರವರಿ 10 ರಂದು ರಾಷ್ಟ್ರೀಯ ಜಂತುಹುಳು ನಿವಾರಣಾ ದಿನ ಆಚರಿಸಲಾಗುತ್ತಿದೆ ಎಂದು ಹೇಳಿದರು. ಭಾರತದಲ್ಲಿ 1 ರಿಂದ 19 ವರ್ಷದ ವಯಸ್ಸಿನ ಸುಮಾರು 2 ಕೋಟಿ ಮಕ್ಕಳು ಮಣ್ಣಿನಿಂದ ಹರಡುವ ಜಂತುಹುಳುಬಾಧೆಯಿಂದ ಬಳಲುತ್ತಿದ್ದಾರೆ.: [982, 439, 1149, 685]
- date-kannada: ಗುರುವಾರ 12 ಫೆಬ್ರವರಿ 2026: [85, 38, 216, 52]
- story6-headline-band: [42, 1530, 1530, 1653]
- story3-col6: ಸಾಮಾಜಿಕ ಸ್ವಾಸ್ಥ್ಯ ಕಾಪಾಡುವಲ್ಲಿ ಸಂಸ್ಕಾರ ಅತ್ಯಂತ ಮಹತ್ವದ್ದಾಗಿದೆ. ಮಾತೃಶಕ್ತಿ ಮಕ್ಕಳಲ್ಲಿ ಸಂಸ್ಕಾರ ಬೆಳೆಸಬೇಕು. ಗೃಹಗಳು ಸಂಸ್ಕಾರ ಕೇಂದ್ರಗಳಾಗಬೇಕು. ಕುಟುಂಬ ಪ್ರಬೋಧನ ಕುರಿತು ಹೇಳಿದರು. ಕೋಡ ಯಾತ್ರೆಯು ಕೆಂಪಮ್ಮ ದೇವಸ್ಥಾನದಿಂದ ಹೊರಟು, ದೊಡ್ಡಪೇಟೆ ಬಜಾರ್ ಮುಖಾಂತರ ಕಲ್ಪತರು ಶಿಕ್ಷಣ ಸಂಸ್ಥೆ ತಲುಪಿತು. ನಗರದ ವಿವಿಧ ಭಜನಾ ಮಂಡಳಿಯ ಸದಸ್ಯರು, ಮಹಿಳೆಯರು ಭಾಗವಹಿಸಿದ್ದರು. ಪೂರ್ಣಕುಂಭ ಸ್ವಾಗತದೊಂದಿಗೆ ಭಾರತ ಮಾತೆಯ ಮೆರವಣಿಗೆ ನಡೆಯಿತು. ವಿವಿಧ ವಾದ್ಯ ವೃಂದಗಳ ಹಿಮ್ಮೇಳದೊಂದಿಗೆ ಕೋಡಾ ಯಾತ್ರೆ ನಡೆಯಿತು.: [1088, 901, 1304, 1095]
- story3-headline-band: ಸಮಾಜದಿಂದ ದೇಶ ನಿರ್ಮಾಣ ಆರ್‌ಎಸ್‌ಎಸ್ ಗುರಿ: ಪೃಥ್ವಿ: [42, 804, 1530, 895]
- color-registration-dots: [1363, 2348, 1530, 2367]
- story2-col2: ಇದರಿಂದ ರಕ್ತಹೀನತೆ, ಪೌಷ್ಟಿಕಾಂಶ ಕೊರತೆ, ನಿಶಕ್ತಿ, ದೇಹದ ತೂಕ ಕಡಿಮೆಯಾಗುವುದು ಸೇರಿದಂತೆ ಇತರೆ ಗಂಭೀರ ಆರೋಗ್ಯ ಸಮಸ್ಯೆಗಳು ಎದುರಾಗುತ್ತವೆ ಎಂದರು. ಈ ಸಮಸ್ಯೆಗಳನ್ನು ಪರಿಣಾಮಕಾರಿಯಾಗಿ ನಿಯಂತ್ರಿಸುವ ನಿಟ್ಟಿನಲ್ಲಿ ಆರೋಗ್ಯ ಇಲಾಖೆಯ ವತಿಯಿಂದ ರಾಷ್ಟ್ರೀಯ ಜಂತುಹುಳು ನಿವಾರಣಾ ದಿನದಂದು 1 ರಿಂದ 19 ವರ್ಷದ ವಯಸ್ಸಿನ ಎಲ್ಲಾ ಮಕ್ಕಳಿಗೆ ಆಲ್ಬೆಂಡಜೋಲ್ ಜಂತುಹುಳು ನಿವಾರಕ ಮಾತ್ರೆಗಳನ್ನು ಉಚಿತವಾಗಿ ನೀಡಲಾಗುತ್ತಿದೆ ಎಂದು ಅವರು ತಿಳಿಸಿದರು. ಜಿಲ್ಲೆಯಲ್ಲಿನ ಎಲ್ಲಾ ಅಂಗನವಾಡಿ ಕೇಂದ್ರಗಳು ಹಾಗೂ ಸರ್ಕಾರಿ: [1157, 423, 1337, 652]
- section-divider: [42, 1304, 1530, 1306]
- story6-col7: ಕೋರ್ಸ್‌ಗಳನ್ನು ಆನ್‌ಲೈನ್ ಮೂಲಕ ನೀಡಲಾಗುತ್ತಿದೆ. ಎಂಜಿನಿಯರಿಂಗ್, ಮೂಲ ವಿಜ್ಞಾನಗಳು, ಮಾನವಿಕ ಮತ್ತು ನಿರ್ವಹಣಾ ವಿಷಯಗಳ ಕೋರ್ಸ್‌ಗಳು ಲಭ್ಯವಿವೆ. ಐಐಟಿಗಳು ಮತ್ತು ಐಐಎಸ್‌ಸಿ ಸಂಸ್ಥೆಗಳ ಉತ್ತಮ ಪ್ರಾಧ್ಯಾಪಕರು ಬೋಧಿಸುವ ಈ ಕೋರ್ಸ್‌ಗಳು ವಿದ್ಯಾರ್ಥಿಗಳಿಗೆ ಉಪಯುಕ್ತವಾಗಿವೆ. ಉದ್ಯೋಗಾವಕಾಶ ಹೆಚ್ಚಿಸಲು ಈ ಯೋಜನೆ ಸಹಕಾರಿಯಾಗಿದ್ದು, ಶ್ರೀ ಸಿದ್ಧಾರ್ಥ ತಾಂತ್ರಿಕ ಮಹಾವಿದ್ಯಾಲಯದಲ್ಲಿ ಈ ಯೋಜನೆ ಯಶಸ್ವಿಯಾಗಿ ನಡೆಯುತ್ತಿದೆ. ಎಂಜಿನಿಯರಿಂಗ್, ಮೂಲ ವಿಜ್ಞಾನಗಳ ಕೋರ್ಸ್‌ಗಳು ಜನಪ್ರಿಯವಾಗಿದ್ದು, ವಿದ್ಯಾರ್ಥಿಗಳು ಉತ್ತಮ ಅಂಕ ಗಳಿಸಿದ್ದಾರೆ.: [1306, 1662, 1530, 1855]
- story1-col2: ಜನತಾ ನ್ಯಾಯಾಲಯವನ್ನು ಸ್ಥಾಪಿಸಲಾಗಿದೆ ಎಂದು ತಿಳಿಸಿದರು. ಜನತಾ ನ್ಯಾಯಾಲಯದಲ್ಲಿ ಚೆಕ್ ಅಮಾನ್ಯ, ಬ್ಯಾಂಕ್ ವಸೂಲಾತಿ, ಕಾರ್ಮಿಕ ವಿವಾದ, ವಿದ್ಯುತ್ ಹಾಗೂ ನೀರಿನ ಶುಲ್ಕ ಪ್ರಕರಣ ಸೇರಿದಂತೆ ವ್ಯಾಜ್ಯಪೂರ್ವ ಪ್ರಕರಣಗಳು ಹಾಗೂ ರಾಜಿಯಾಗಬಲ್ಲ ಅಪರಾಧಿಕ ಪ್ರಕರಣ, ಬ್ಯಾಂಕ್ ವಸೂಲಾತಿ, ಕಾರ್ಮಿಕ ವಿವಾದ, ಭೂಸ್ವಾಧೀನ, ಸಾಲ ವಸೂಲಾತಿ ನ್ಯಾಯಾಧೀಕರಣ, ಮೋಟಾರು ಅಪಘಾತ ಪರಿಹಾರ ನ್ಯಾಯಾಧೀಕರಣ ಸೇರಿದಂತೆ ನ್ಯಾಯಾಲಯದಲ್ಲಿ ಬಾಕಿಯಿರುವ ಪ್ರಕರಣಗಳನ್ನು ಶೀಘ್ರವಾಗಿ ಇತ್ಯರ್ಥಪಡಿಸಿಕೊಳ್ಳಬಹುದಾಗಿದೆ ಎಂದು ತಿಳಿಸಿದರು. ಜನತಾ ನ್ಯಾಯಾಲಯದಲ್ಲಿ ಕಕ್ಷಿದಾರರು ನೇರವಾಗಿ ಅಥವಾ ವಕೀಲರ ಮೂಲಕ ಭಾಗವಹಿಸಬಹುದು. ನ್ಯಾಯಾಲಯದಲ್ಲಿ ದಾಖಲಾಗದೆ ಇರುವ (ವ್ಯಾಜ್ಯ ಪೂರ್ವ): [248, 413, 462, 678]
- edition-english: Sanjevani, Tumkur: [151, 15, 264, 29]
- email-link-2[interactable]: <mailto:dlsatumkur1@gmail.com>: [703, 390, 945, 405]
